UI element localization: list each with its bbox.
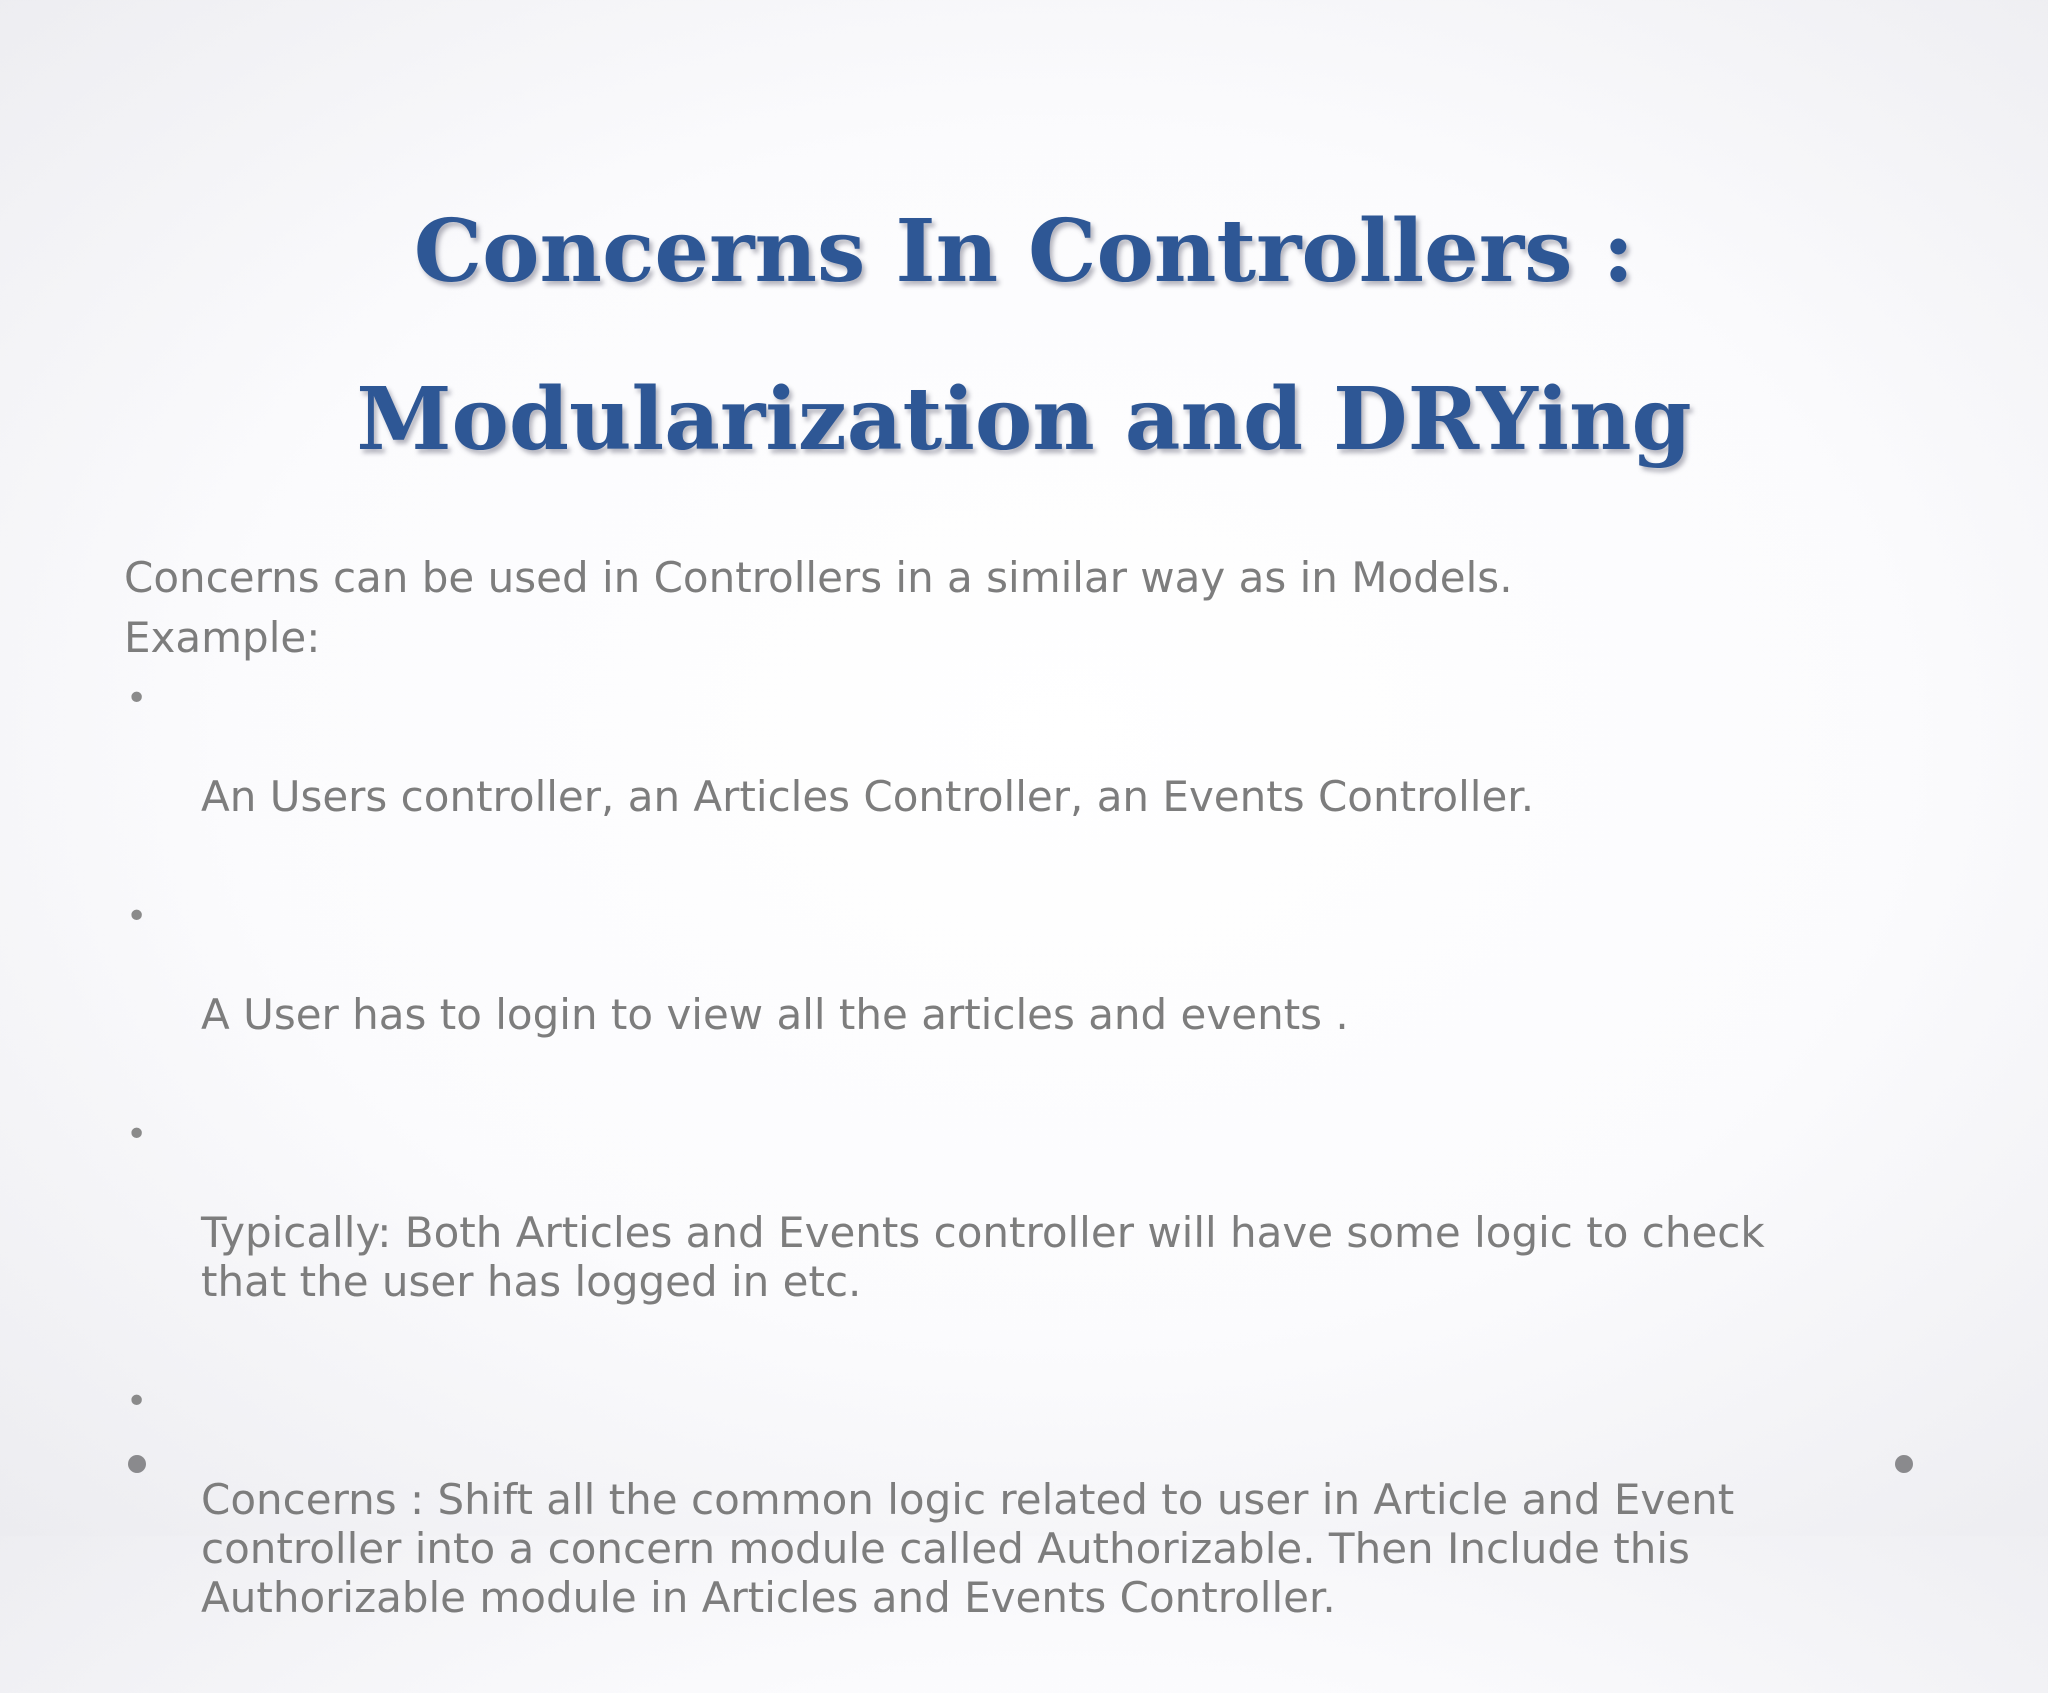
bullet-item [124, 1377, 1924, 1622]
slide-title-line-2: Modularization and DRYing [356, 369, 1692, 470]
bullet-text: An Users controller, an Articles Controller, an Events Controller. [201, 772, 1535, 821]
bullet-icon: • [126, 678, 148, 719]
corner-dot-left-icon [128, 1455, 146, 1473]
bullet-item [124, 1110, 1924, 1306]
bullet-list [124, 674, 1924, 1622]
bullet-icon: • [126, 1381, 148, 1422]
slide-title [0, 168, 2048, 504]
bullet-icon: • [126, 1114, 148, 1155]
example-label: Example: [124, 613, 321, 662]
bullet-item [124, 892, 1924, 1039]
corner-dot-right-icon [1895, 1455, 1913, 1473]
slide-body [124, 548, 1924, 1693]
bullet-text: A User has to login to view all the articles and events . [201, 990, 1349, 1039]
bullet-icon: • [126, 896, 148, 937]
bullet-item [124, 674, 1924, 821]
bullet-text: Typically: Both Articles and Events controller will have some logic to check that the user has logged in etc. [201, 1208, 1765, 1306]
bullet-text: Concerns : Shift all the common logic related to user in Article and Event controller into a concern module called Authorizable. Then Include this Authorizable module in Articles and Events Controller. [201, 1475, 1735, 1622]
intro-text: Concerns can be used in Controllers in a similar way as in Models. [124, 553, 1513, 602]
slide-title-line-1: Concerns In Controllers : [413, 201, 1635, 302]
